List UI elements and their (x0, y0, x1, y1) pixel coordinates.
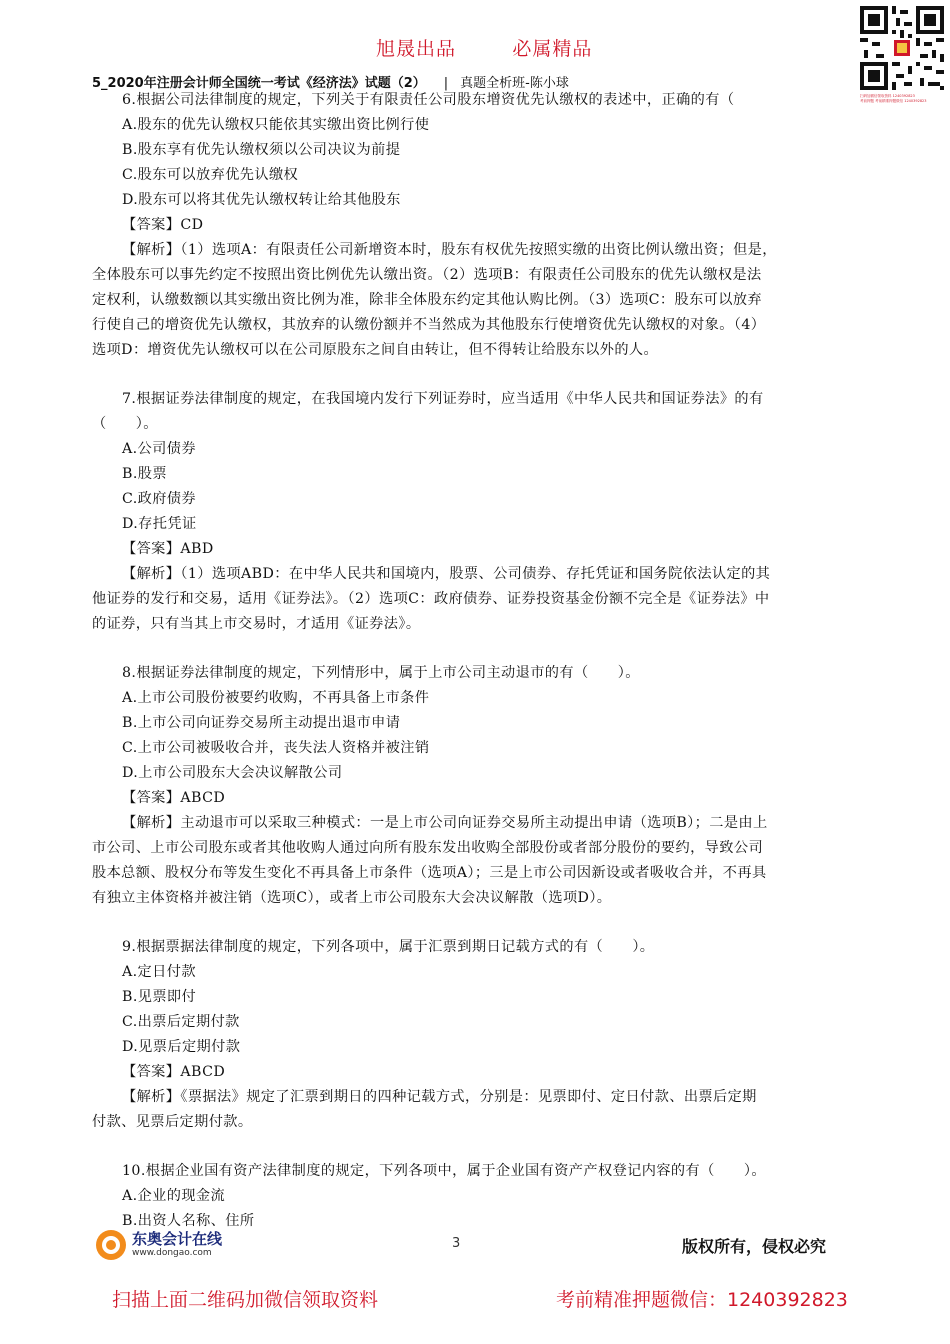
text-line: A.企业的现金流 (122, 1188, 226, 1204)
text-line: A.定日付款 (122, 964, 196, 980)
text-line: 行使自己的增资优先认缴权，其放弃的认缴份额并不当然成为其他股东行使增资优先认缴权的对象。（4） (92, 317, 766, 333)
text-line: C.股东可以放弃优先认缴权 (122, 167, 299, 183)
text-line: B.出资人名称、住所 (122, 1213, 255, 1229)
document-body (92, 88, 882, 1234)
text-line: 6.根据公司法律制度的规定，下列关于有限责任公司股东增资优先认缴权的表述中，正确的有（ (122, 92, 735, 108)
text-line: A.上市公司股份被要约收购，不再具备上市条件 (122, 690, 430, 706)
promo-right: 考前精准押题微信：1240392823 (556, 1289, 848, 1311)
text-line: C.政府债券 (122, 491, 197, 507)
text-line: 【答案】ABD (122, 541, 214, 557)
text-line: 10.根据企业国有资产法律制度的规定，下列各项中，属于企业国有资产产权登记内容的有（ ）。 (122, 1163, 766, 1179)
promo-left: 扫描上面二维码加微信领取资料 (112, 1289, 379, 1311)
brand-left: 旭晟出品 (376, 38, 457, 60)
text-line: 股本总额、股权分布等发生变化不再具备上市条件（选项A）；三是上市公司因新设或者吸收合并，不再具 (92, 865, 767, 881)
text-line: 9.根据票据法律制度的规定，下列各项中，属于汇票到期日记载方式的有（ ）。 (122, 939, 655, 955)
text-line: B.见票即付 (122, 989, 197, 1005)
text-line: 他证券的发行和交易，适用《证券法》。（2）选项C：政府债券、证券投资基金份额不完全是《证券法》中 (92, 591, 770, 607)
dongao-logo-icon (94, 1228, 128, 1262)
paragraph-gap (92, 637, 882, 661)
header-separator: | (443, 76, 449, 91)
paragraph-gap (92, 363, 882, 387)
text-line: 【解析】（1）选项A：有限责任公司新增资本时，股东有权优先按照实缴的出资比例认缴出资；但是， (122, 242, 777, 258)
page-number: 3 (452, 1236, 461, 1251)
text-line: D.股东可以将其优先认缴权转让给其他股东 (122, 192, 401, 208)
text-line: B.股东享有优先认缴权须以公司决议为前提 (122, 142, 401, 158)
text-line: 【解析】主动退市可以采取三种模式：一是上市公司向证券交易所主动提出申请（选项B）；二是由上 (122, 815, 768, 831)
document-title: 5_2020年注册会计师全国统一考试《经济法》试题（2） (92, 76, 426, 91)
text-line: D.存托凭证 (122, 516, 197, 532)
text-line: 7.根据证券法律制度的规定，在我国境内发行下列证券时，应当适用《中华人民共和国证券法》的有 (122, 391, 764, 407)
text-line: B.股票 (122, 466, 167, 482)
text-line: A.股东的优先认缴权只能依其实缴出资比例行使 (122, 117, 430, 133)
text-line: 【答案】CD (122, 217, 204, 233)
text-line: 的证券，只有当其上市交易时，才适用《证券法》。 (92, 616, 421, 632)
text-line: B.上市公司向证券交易所主动提出退市申请 (122, 715, 401, 731)
text-line: 【答案】ABCD (122, 1064, 226, 1080)
text-line: 全体股东可以事先约定不按照出资比例优先认缴出资。（2）选项B：有限责任公司股东的优先认缴权是法 (92, 267, 762, 283)
text-line: 【解析】（1）选项ABD：在中华人民共和国境内，股票、公司债券、存托凭证和国务院依法认定的其 (122, 566, 771, 582)
text-line: A.公司债券 (122, 441, 196, 457)
logo-url: www.dongao.com (132, 1248, 212, 1258)
brand-right: 必属精品 (512, 38, 593, 60)
copyright-notice: 版权所有，侵权必究 (682, 1237, 827, 1256)
text-line: C.上市公司被吸收合并，丧失法人资格并被注销 (122, 740, 430, 756)
text-line: 【答案】ABCD (122, 790, 226, 806)
text-line: （ ）。 (92, 416, 158, 432)
course-name: 真题全析班-陈小球 (460, 76, 569, 91)
text-line: 定权利，认缴数额以其实缴出资比例为准，除非全体股东约定其他认购比例。（3）选项C：股东可以放弃 (92, 292, 763, 308)
text-line: 【解析】《票据法》规定了汇票到期日的四种记载方式，分别是：见票即付、定日付款、出票后定期 (122, 1089, 757, 1105)
dongao-logo (94, 1224, 294, 1268)
text-line: 有独立主体资格并被注销（选项C），或者上市公司股东大会决议解散（选项D）。 (92, 890, 612, 906)
paragraph-gap (92, 1135, 882, 1159)
text-line: 市公司、上市公司股东或者其他收购人通过向所有股东发出收购全部股份或者部分股份的要约，导致公司 (92, 840, 764, 856)
paragraph-gap (92, 911, 882, 935)
text-line: D.见票后定期付款 (122, 1039, 241, 1055)
qr-caption-line-2: 考前押题 考前精准押题微信 1240392823 (860, 99, 927, 103)
brand-banner (376, 34, 592, 61)
text-line: C.出票后定期付款 (122, 1014, 240, 1030)
logo-name: 东奥会计在线 (132, 1230, 223, 1248)
text-line: 付款、见票后定期付款。 (92, 1114, 253, 1130)
qr-code (860, 6, 944, 90)
text-line: 选项D：增资优先认缴权可以在公司原股东之间自由转让，但不得转让给股东以外的人。 (92, 342, 659, 358)
qr-caption-line-1: 扫码加微信领取资料 1240392823 (860, 94, 915, 98)
text-line: D.上市公司股东大会决议解散公司 (122, 765, 343, 781)
text-line: 8.根据证券法律制度的规定，下列情形中，属于上市公司主动退市的有（ ）。 (122, 665, 640, 681)
